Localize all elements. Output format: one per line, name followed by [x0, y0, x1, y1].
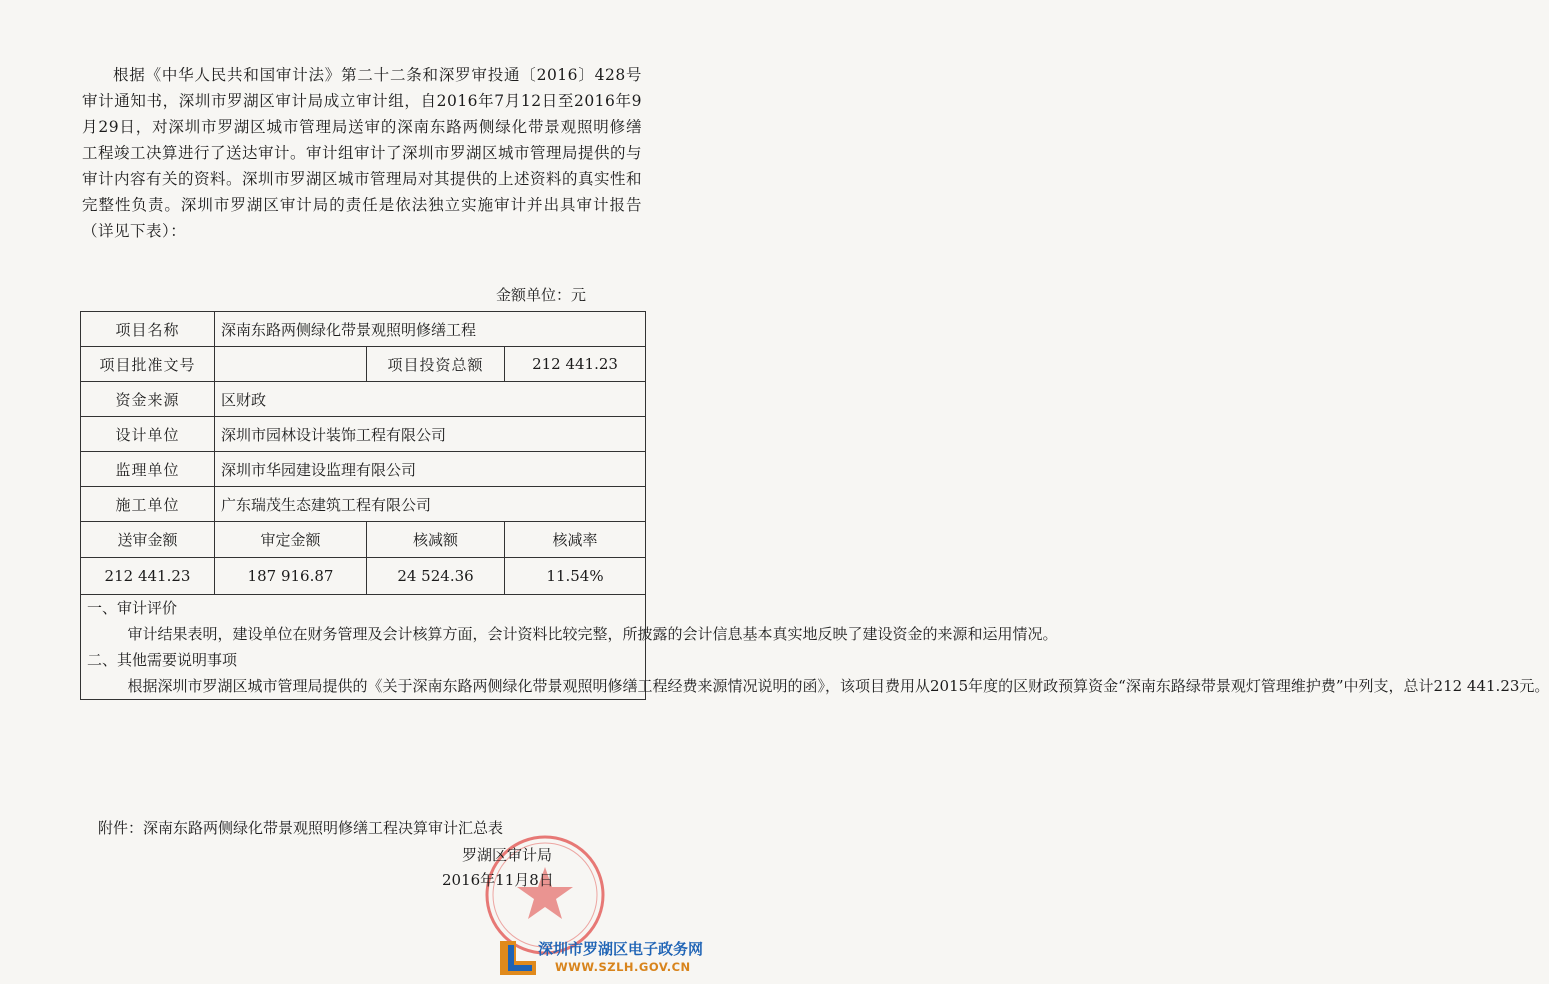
amount-value-row — [81, 558, 646, 595]
watermark-site-url: WWW.SZLH.GOV.CN — [555, 960, 691, 974]
reduction-rate-value: 11.54% — [505, 558, 646, 595]
reduction-amount-header: 核减额 — [367, 522, 505, 558]
amount-unit: 金额单位：元 — [496, 286, 587, 304]
reduction-amount-value: 24 524.36 — [367, 558, 505, 595]
table-row — [81, 452, 646, 487]
table-row — [81, 417, 646, 452]
construction-unit-value: 广东瑞茂生态建筑工程有限公司 — [215, 487, 646, 522]
project-name-label: 项目名称 — [81, 312, 215, 347]
design-unit-value: 深圳市园林设计装饰工程有限公司 — [215, 417, 646, 452]
section1-body: 审计结果表明，建设单位在财务管理及会计核算方面，会计资料比较完整，所披露的会计信息基本真实地反映了建设资金的来源和运用情况。 — [127, 625, 1058, 643]
issuer-name: 罗湖区审计局 — [462, 846, 553, 864]
notes-cell — [81, 595, 1549, 700]
amount-header-row — [81, 522, 646, 558]
section2-title: 二、其他需要说明事项 — [87, 651, 238, 669]
approved-amount-header: 审定金额 — [215, 522, 367, 558]
table-row — [81, 312, 646, 347]
submitted-amount-value: 212 441.23 — [81, 558, 215, 595]
approval-no-label: 项目批准文号 — [81, 347, 215, 382]
section2-body: 根据深圳市罗湖区城市管理局提供的《关于深南东路两侧绿化带景观照明修缮工程经费来源情况说明的函》，该项目费用从2015年度的区财政预算资金“深南东路绿带景观灯管理维护费”中列支，总计212 441.23元。 — [127, 677, 1549, 695]
reduction-rate-header: 核减率 — [505, 522, 646, 558]
fund-source-value: 区财政 — [215, 382, 646, 417]
supervision-unit-value: 深圳市华园建设监理有限公司 — [215, 452, 646, 487]
approval-no-value — [215, 347, 367, 382]
project-name-value: 深南东路两侧绿化带景观照明修缮工程 — [215, 312, 646, 347]
construction-unit-label: 施工单位 — [81, 487, 215, 522]
investment-label: 项目投资总额 — [367, 347, 505, 382]
attachment-note: 附件：深南东路两侧绿化带景观照明修缮工程决算审计汇总表 — [98, 819, 504, 837]
fund-source-label: 资金来源 — [81, 382, 215, 417]
issue-date: 2016年11月8日 — [442, 871, 554, 889]
table-row — [81, 487, 646, 522]
audit-table — [80, 311, 1549, 700]
table-row — [81, 347, 646, 382]
watermark-site-name: 深圳市罗湖区电子政务网 — [538, 940, 704, 958]
investment-value: 212 441.23 — [505, 347, 646, 382]
approved-amount-value: 187 916.87 — [215, 558, 367, 595]
section1-title: 一、审计评价 — [87, 599, 178, 617]
notes-row — [81, 595, 646, 700]
submitted-amount-header: 送审金额 — [81, 522, 215, 558]
intro-paragraph: 根据《中华人民共和国审计法》第二十二条和深罗审投通〔2016〕428号审计通知书，深圳市罗湖区审计局成立审计组，自2016年7月12日至2016年9月29日，对深圳市罗湖区城市管理局送审的深南东路两侧绿化带景观照明修缮工程竣工决算进行了送达审计。审计组审计了深圳市罗湖区城市管理局提供的与审计内容有关的资料。深圳市罗湖区城市管理局对其提供的上述资料的真实性和完整性负责。深圳市罗湖区审计局的责任是依法独立实施审计并出具审计报告（详见下表）： — [82, 66, 643, 240]
design-unit-label: 设计单位 — [81, 417, 215, 452]
table-row — [81, 382, 646, 417]
supervision-unit-label: 监理单位 — [81, 452, 215, 487]
